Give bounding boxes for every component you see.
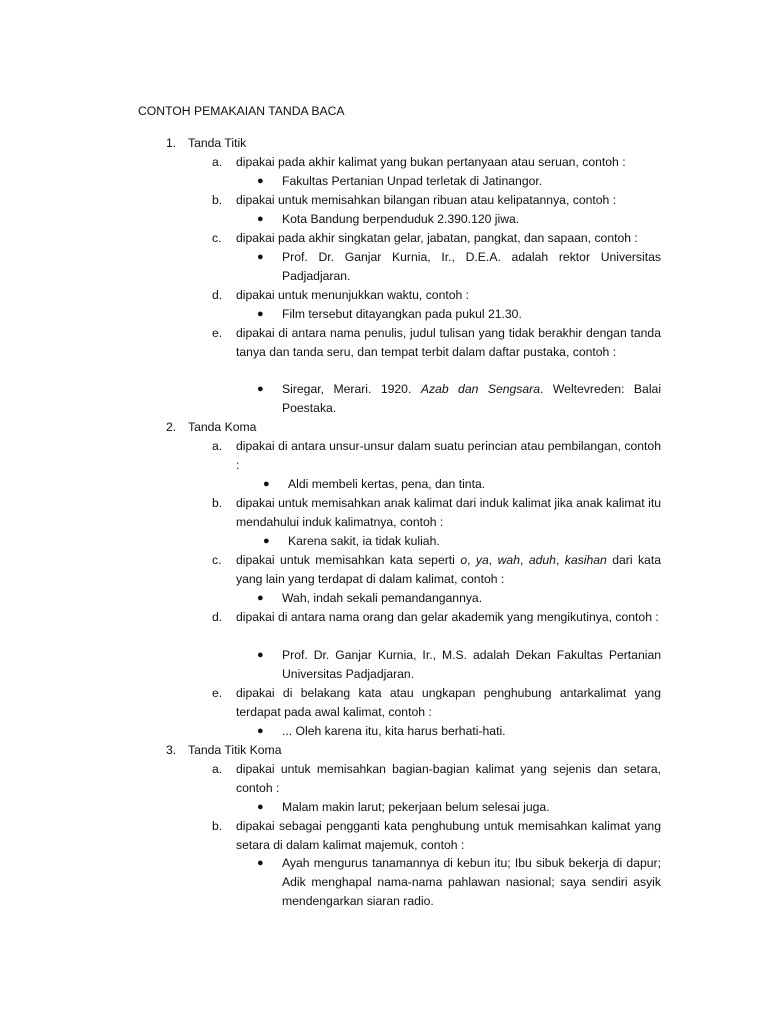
example-text: Karena sakit, ia tidak kuliah. [288,534,440,548]
item-description [236,551,661,589]
example-text: Film tersebut ditayangkan pada pukul 21.30. [282,307,522,321]
citation-author: Siregar, Merari. 1920. [282,382,421,396]
item-description: dipakai di antara unsur-unsur dalam suatu perincian atau pembilangan, contoh : [236,439,661,472]
example-text: Ayah mengurus tanamannya di kebun itu; Ibu sibuk bekerja di dapur; Adik menghapal nama-nama pahlawan nasional; saya sendiri asyik mendengarkan siaran radio. [282,856,661,908]
item-letter: a. [212,762,223,776]
example-text [282,380,661,418]
item-description: dipakai untuk memisahkan bagian-bagian kalimat yang sejenis dan setara, contoh : [236,762,661,795]
example-text: Kota Bandung berpenduduk 2.390.120 jiwa. [282,212,520,226]
item-description: dipakai sebagai pengganti kata penghubung untuk memisahkan kalimat yang setara di dalam kalimat majemuk, contoh : [236,819,661,852]
item-description: dipakai untuk menunjukkan waktu, contoh : [236,288,470,302]
bullet-icon: ● [257,725,264,737]
item-letter: e. [212,686,223,700]
section-title: Tanda Titik Koma [188,743,282,757]
desc-text: , [467,553,476,567]
desc-text: dari kata yang lain yang terdapat di dalam kalimat, contoh : [236,553,662,586]
example-text: Wah, indah sekali pemandangannya. [282,591,483,605]
bullet-icon: ● [257,213,264,225]
desc-text: , [555,553,565,567]
desc-italic-word: o [460,553,468,567]
bullet-icon: ● [257,175,264,187]
desc-italic-word: wah [497,553,520,567]
document-title: CONTOH PEMAKAIAN TANDA BACA [138,104,345,118]
item-letter: b. [212,819,223,833]
desc-text: , [488,553,498,567]
desc-italic-word: ya [475,553,489,567]
example-text: Prof. Dr. Ganjar Kurnia, Ir., M.S. adalah Dekan Fakultas Pertanian Universitas Padjadjaran. [282,648,661,681]
example-text: Malam makin larut; pekerjaan belum selesai juga. [282,800,550,814]
example-text: Prof. Dr. Ganjar Kurnia, Ir., D.E.A. adalah rektor Universitas Padjadjaran. [282,250,661,283]
desc-italic-word: kasihan [564,553,607,567]
section-number: 1. [166,136,177,150]
section-title: Tanda Koma [188,420,257,434]
bullet-icon: ● [257,649,264,661]
citation-book-title: Azab dan Sengsara [420,382,541,396]
item-letter: b. [212,193,223,207]
item-description: dipakai di antara nama penulis, judul tulisan yang tidak berakhir dengan tanda tanya dan tanda seru, dan tempat terbit dalam daftar pustaka, contoh : [236,326,661,359]
item-description: dipakai untuk memisahkan bilangan ribuan atau kelipatannya, contoh : [236,193,617,207]
item-letter: c. [212,231,222,245]
example-text: Aldi membeli kertas, pena, dan tinta. [288,477,486,491]
example-text: Fakultas Pertanian Unpad terletak di Jatinangor. [282,174,543,188]
bullet-icon: ● [257,251,264,263]
desc-text: , [519,553,529,567]
bullet-icon: ● [257,801,264,813]
bullet-icon: ● [257,592,264,604]
item-letter: a. [212,439,223,453]
example-text: ... Oleh karena itu, kita harus berhati-hati. [282,724,506,738]
item-description: dipakai di antara nama orang dan gelar akademik yang mengikutinya, contoh : [236,610,659,624]
bullet-icon: ● [257,857,264,869]
bullet-icon: ● [263,478,270,490]
bullet-icon: ● [257,383,264,395]
item-description: dipakai untuk memisahkan anak kalimat dari induk kalimat jika anak kalimat itu mendahului induk kalimatnya, contoh : [236,496,661,529]
item-letter: c. [212,553,222,567]
section-title: Tanda Titik [188,136,247,150]
item-description: dipakai di belakang kata atau ungkapan penghubung antarkalimat yang terdapat pada awal kalimat, contoh : [236,686,661,719]
item-description: dipakai pada akhir kalimat yang bukan pertanyaan atau seruan, contoh : [236,155,626,169]
desc-italic-word: aduh [528,553,556,567]
section-number: 3. [166,743,177,757]
item-letter: e. [212,326,223,340]
desc-text: dipakai untuk memisahkan kata seperti [236,553,461,567]
section-number: 2. [166,420,177,434]
item-description: dipakai pada akhir singkatan gelar, jabatan, pangkat, dan sapaan, contoh : [236,231,638,245]
bullet-icon: ● [257,308,264,320]
item-letter: a. [212,155,223,169]
bullet-icon: ● [263,535,270,547]
item-letter: d. [212,610,223,624]
item-letter: d. [212,288,223,302]
item-letter: b. [212,496,223,510]
citation-publisher: . Weltevreden: Balai Poestaka. [282,382,662,415]
